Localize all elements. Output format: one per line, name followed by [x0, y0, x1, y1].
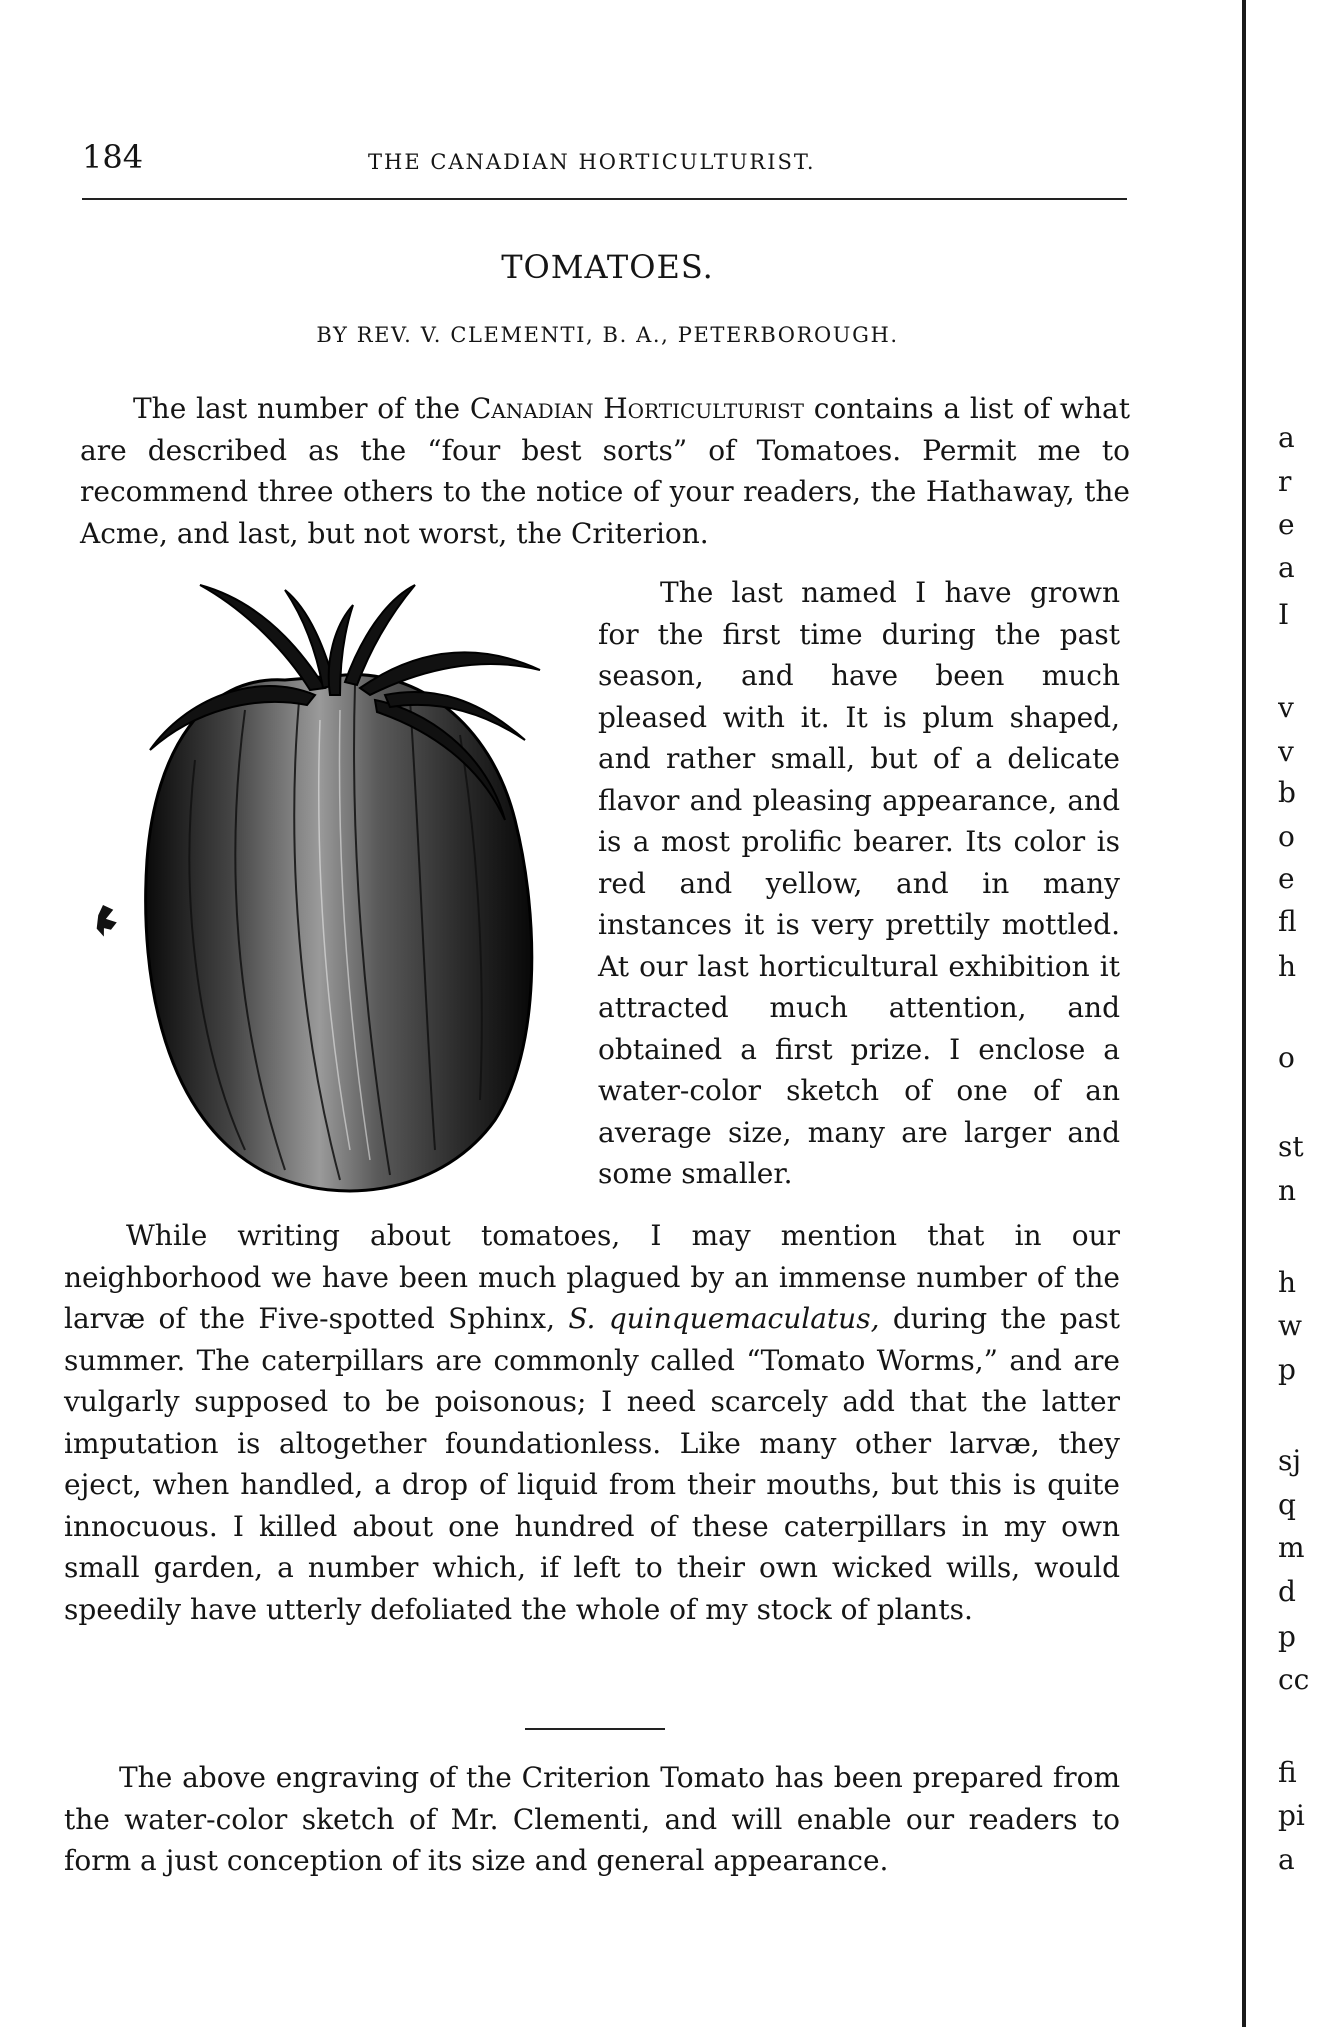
running-head: THE CANADIAN HORTICULTURIST. [368, 150, 816, 174]
adjacent-letter: n [1278, 1174, 1297, 1207]
adjacent-letter: m [1278, 1531, 1305, 1564]
adjacent-letter: p [1278, 1620, 1296, 1653]
adjacent-letter: cc [1278, 1663, 1310, 1696]
species-name: S. quinquemaculatus, [568, 1302, 880, 1335]
adjacent-letter: a [1278, 421, 1295, 454]
adjacent-letter: o [1278, 820, 1295, 853]
adjacent-letter: w [1278, 1309, 1302, 1342]
adjacent-letter: q [1278, 1488, 1296, 1521]
adjacent-letter: p [1278, 1353, 1296, 1386]
adjacent-letter: st [1278, 1130, 1304, 1163]
adjacent-letter: b [1278, 776, 1296, 809]
page-gutter-line [1242, 0, 1246, 2027]
page-header [78, 134, 1128, 184]
adjacent-letter: sj [1278, 1444, 1302, 1477]
adjacent-letter: r [1278, 465, 1292, 498]
adjacent-letter: h [1278, 1266, 1297, 1299]
paragraph-intro [80, 388, 1130, 554]
page-number: 184 [82, 138, 144, 176]
adjacent-page-fragment [1278, 0, 1335, 2027]
adjacent-letter: v [1278, 735, 1294, 768]
paragraph-worms-text-c: during the past summer. The caterpillars are commonly called “Tomato Worms,” and are vulgarly supposed to be poisonous; I need scarcely add that the latter imputation is altogether foundationless. Like many other larvæ, they eject, when handled, a drop of liquid from their mouths, but this is quite innocuous. I killed about one hundred of these caterpillars in my own small garden, a number which, if left to their own wicked wills, would speedily have utterly defoliated the whole of my stock of plants. [64, 1302, 1120, 1626]
paragraph-criterion: The last named I have grown for the first time during the past season, and have been much pleased with it. It is plum shaped, and rather small, but of a delicate flavor and pleasing appearance, and is a most prolific bearer. Its color is red and yellow, and in many instances it is very prettily mottled. At our last horticultural exhibition it attracted much attention, and obtained a first prize. I enclose a water-color sketch of one of an average size, many are larger and some smaller. [598, 576, 1120, 1190]
article-title: TOMATOES. [501, 248, 714, 286]
header-rule [82, 198, 1127, 200]
adjacent-letter: e [1278, 508, 1295, 541]
adjacent-letter: pi [1278, 1799, 1305, 1832]
adjacent-letter: h [1278, 950, 1297, 983]
paragraph-tomato-worms [64, 1215, 1120, 1630]
adjacent-letter: e [1278, 862, 1295, 895]
adjacent-letter: fl [1278, 905, 1297, 938]
criterion-tomato-engraving [85, 560, 595, 1198]
adjacent-letter: d [1278, 1575, 1296, 1608]
paragraph-intro-text-c: contains a list of what are described as the “four best sorts” of Tomatoes. Permit me to recommend three others to the notice of your readers, the Hathaway, the Acme, and last, but not worst, the Criterion. [80, 392, 1130, 550]
paragraph-intro-text-a: The last number of the [133, 392, 470, 425]
article-byline: BY REV. V. CLEMENTI, B. A., PETERBOROUGH. [316, 323, 899, 347]
adjacent-letter: o [1278, 1041, 1295, 1074]
paragraph-editor-note: The above engraving of the Criterion Tomato has been prepared from the water-color sketch of Mr. Clementi, and will enable our readers to form a just conception of its size and general appearance. [64, 1761, 1120, 1877]
adjacent-letter: I [1278, 598, 1290, 631]
paragraph-worms-text-a: While writing about tomatoes, I may mention that in our neighborhood we have been much plagued by an immense number of the larvæ of the Five-spotted Sphinx, [64, 1219, 1120, 1335]
adjacent-letter: a [1278, 1843, 1295, 1876]
section-divider [525, 1728, 665, 1730]
adjacent-letter: fi [1278, 1756, 1297, 1789]
journal-name: Canadian Horticulturist [469, 392, 805, 425]
adjacent-letter: a [1278, 551, 1295, 584]
adjacent-letter: v [1278, 691, 1294, 724]
